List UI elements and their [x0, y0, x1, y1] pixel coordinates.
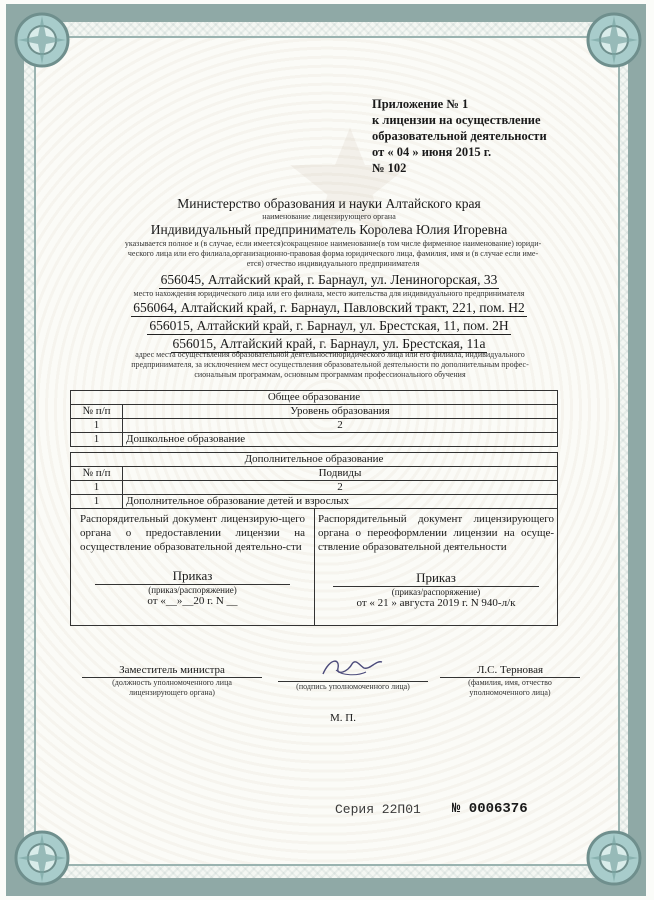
position-caption: (должность уполномоченного лица лицензирующего органа)	[112, 678, 232, 697]
table-cell: 1	[71, 433, 123, 447]
caption-line: сиональным программам, основным программам профессионального обучения	[194, 370, 466, 379]
ornament-icon	[584, 10, 644, 70]
signatory-position: Заместитель министра	[82, 664, 262, 678]
activity-address: 656015, Алтайский край, г. Барнаул, ул. Брестская, 11, пом. 2Н	[149, 318, 509, 333]
authority-caption: наименование лицензирующего органа	[262, 212, 396, 221]
appendix-title: Приложение № 1	[372, 97, 469, 111]
licensee-caption	[68, 239, 598, 269]
doc-right	[318, 512, 554, 554]
caption-line: предпринимателя, за исключением мест осуществления образовательной деятельности по дополнительным профес-	[131, 360, 529, 369]
table-cell: 2	[123, 419, 558, 433]
general-education-table	[70, 390, 558, 447]
doc-left-text: Распорядительный документ лицензирую-щего органа о предоставлении лицензии на осуществление образовательной деятельно-сти	[80, 513, 305, 553]
location-address	[68, 272, 590, 289]
activity-addresses	[68, 299, 590, 353]
name-caption: (фамилия, имя, отчество уполномоченного лица)	[468, 678, 552, 697]
additional-education-table	[70, 452, 558, 509]
doc-right-text: Распорядительный документ лицензирующего органа о переоформлении лицензии на осуще-ствление образовательной деятельности	[318, 513, 554, 553]
caption-line: адрес места осуществления образовательной деятельностиюридического лица или его филиала, индивидуального	[135, 350, 525, 359]
table-title: Общее образование	[71, 391, 558, 405]
table-title: Дополнительное образование	[71, 453, 558, 467]
activity-caption	[80, 350, 580, 380]
signatory-position-block	[82, 664, 262, 698]
appendix-line: образовательной деятельности	[372, 129, 547, 143]
doc-right-order	[318, 570, 554, 609]
doc-left	[80, 512, 305, 554]
signature-block	[278, 654, 428, 692]
order-date: от « 21 » августа 2019 г. N 940-л/к	[356, 597, 516, 609]
signatory-name-block	[440, 664, 580, 698]
ornament-icon	[12, 10, 72, 70]
appendix-header	[372, 96, 612, 176]
appendix-line: к лицензии на осуществление	[372, 113, 541, 127]
ornament-icon	[12, 828, 72, 888]
licensee-name: Индивидуальный предприниматель Королева Юлия Игоревна	[150, 222, 508, 237]
ornament-icon	[584, 828, 644, 888]
order-caption: (приказ/распоряжение)	[148, 585, 237, 595]
activity-address: 656064, Алтайский край, г. Барнаул, Павловский тракт, 221, пом. Н2	[133, 300, 525, 315]
table-cell: 2	[123, 481, 558, 495]
caption-line: ется) отчество индивидуального предпринимателя	[246, 259, 420, 268]
order-type: Приказ	[333, 570, 539, 587]
activity-address: 656015, Алтайский край, г. Барнаул, ул. Брестская, 11а	[172, 336, 486, 351]
address-text: 656045, Алтайский край, г. Барнаул, ул. Лениногорская, 33	[160, 272, 498, 287]
order-date: от «__»__20 г. N __	[147, 595, 238, 607]
appendix-date: от « 04 » июня 2015 г.	[372, 145, 492, 159]
caption-line: указывается полное и (в случае, если имеется)сокращенное наименование(в том числе фирменное наименование) юриди-	[124, 239, 542, 248]
caption-line: ческого лица или его филиала,организационно-правовая форма юридического лица, фамилия, имя и (в случае если име-	[127, 249, 539, 258]
table-cell: 1	[71, 481, 123, 495]
signature-caption: (подпись уполномоченного лица)	[296, 682, 410, 691]
location-caption: место нахождения юридического лица или его филиала, место жительства для индивидуального предпринимателя	[133, 289, 525, 298]
column-header: № п/п	[71, 405, 123, 419]
stamp-place: М. П.	[330, 712, 356, 724]
order-caption: (приказ/распоряжение)	[391, 587, 481, 597]
column-header: Подвиды	[123, 467, 558, 481]
divider	[314, 509, 315, 625]
appendix-number: № 102	[372, 161, 407, 175]
table-cell: 1	[71, 419, 123, 433]
series-label: Серия 22П01	[335, 802, 421, 817]
signatory-name: Л.С. Терновая	[440, 664, 580, 678]
table-cell: Дополнительное образование детей и взрослых	[123, 495, 558, 509]
authority-name: Министерство образования и науки Алтайского края	[177, 196, 481, 211]
document-number: № 0006376	[452, 801, 528, 817]
table-cell: 1	[71, 495, 123, 509]
order-type: Приказ	[95, 568, 290, 585]
table-cell: Дошкольное образование	[123, 433, 558, 447]
doc-left-order	[80, 568, 305, 607]
column-header: Уровень образования	[123, 405, 558, 419]
column-header: № п/п	[71, 467, 123, 481]
handwritten-signature-icon	[318, 654, 388, 680]
